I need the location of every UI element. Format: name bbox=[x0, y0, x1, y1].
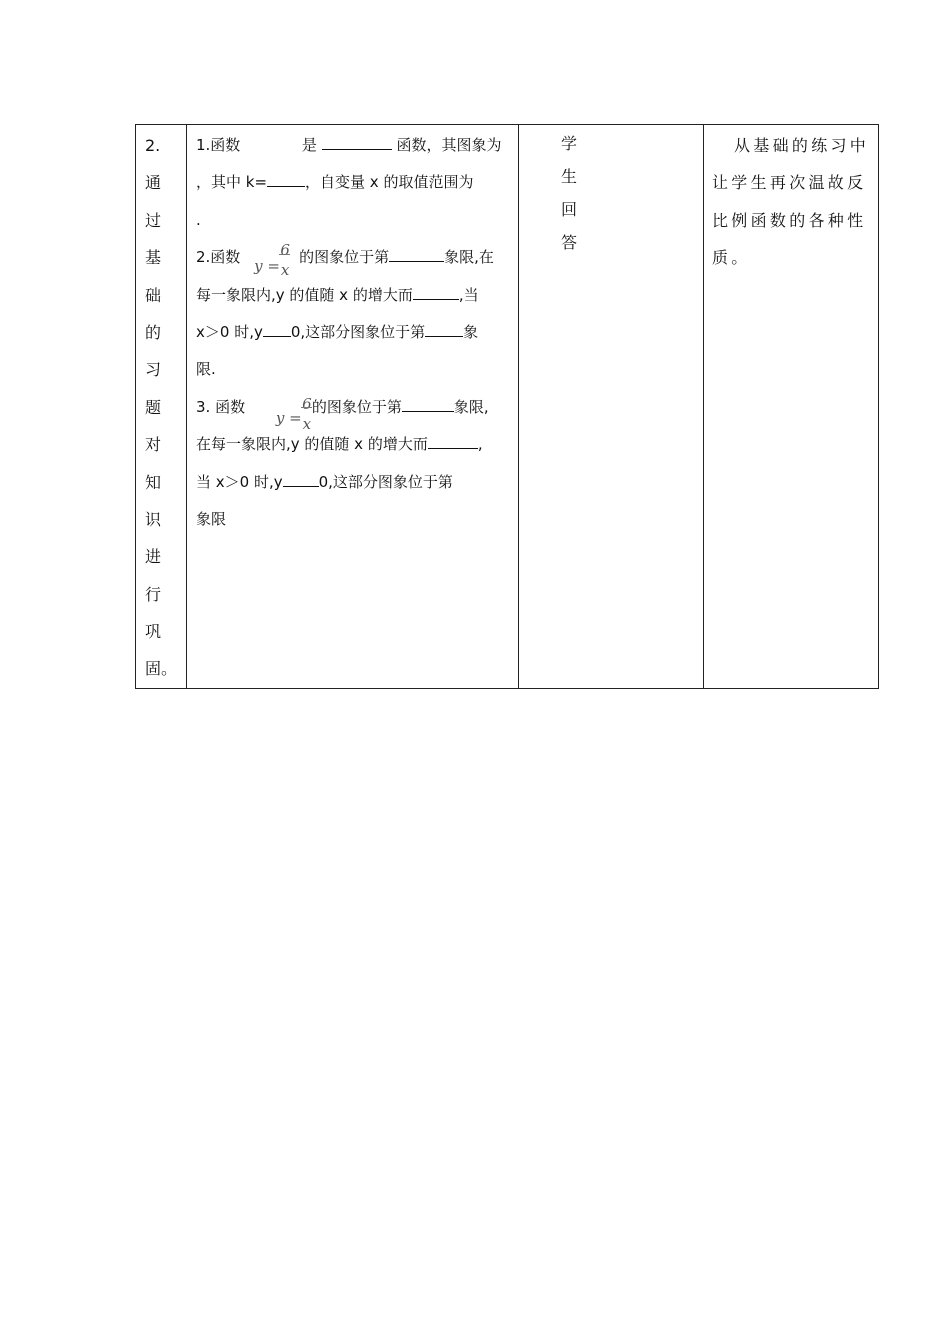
answer-blank[interactable] bbox=[413, 279, 459, 300]
stage-char: 巩 bbox=[145, 622, 162, 642]
question-3-line: 在每一象限内,y 的值随 x 的增大而 , bbox=[196, 426, 510, 463]
stage-char: 通 bbox=[145, 173, 162, 193]
question-2-line: 每一象限内,y 的值随 x 的增大而 ,当 bbox=[196, 277, 510, 314]
question-3-line: 3. 函数 y = 6 x 的图象位于第 象限, bbox=[196, 389, 510, 426]
activity-char: 学 bbox=[561, 134, 578, 153]
intent-line: 比例函数的各种性 bbox=[712, 210, 867, 230]
question-2-line: x＞0 时,y 0,这部分图象位于第 象 bbox=[196, 314, 510, 351]
stage-char: 2. bbox=[145, 136, 161, 155]
intent-text bbox=[704, 125, 878, 277]
stage-char: 进 bbox=[145, 547, 162, 567]
table-row bbox=[136, 125, 879, 689]
question-3-line: 象限 bbox=[196, 509, 227, 528]
question-2-line: 限. bbox=[196, 360, 216, 379]
answer-blank[interactable] bbox=[389, 241, 444, 262]
stage-char: 础 bbox=[145, 285, 162, 305]
question-1-line: ，其中 k= ，自变量 x 的取值范围为 bbox=[196, 164, 510, 201]
intent-line: 质。 bbox=[712, 248, 751, 268]
stage-char: 的 bbox=[145, 322, 162, 342]
questions-cell bbox=[187, 125, 519, 689]
intent-cell bbox=[704, 125, 879, 689]
activity-char: 生 bbox=[561, 167, 578, 186]
formula-y-6-over-x: y = 6 x bbox=[275, 394, 312, 433]
answer-blank[interactable] bbox=[263, 316, 291, 337]
stage-cell bbox=[136, 125, 187, 689]
answer-blank[interactable] bbox=[425, 316, 463, 337]
stage-char: 对 bbox=[145, 435, 162, 455]
question-1-line: 1.函数 是 函数，其图象为 bbox=[196, 127, 510, 164]
answer-blank[interactable] bbox=[402, 391, 454, 412]
activity-cell bbox=[519, 125, 704, 689]
question-3-line: 当 x＞0 时,y 0,这部分图象位于第 bbox=[196, 464, 510, 501]
stage-char: 题 bbox=[145, 397, 162, 417]
questions-text bbox=[187, 125, 518, 538]
stage-char: 基 bbox=[145, 248, 162, 268]
intent-line: 让学生再次温故反 bbox=[712, 173, 867, 193]
intent-line: 从基础的练习中 bbox=[734, 136, 870, 155]
stage-char: 固。 bbox=[145, 659, 178, 679]
activity-char: 回 bbox=[561, 200, 578, 219]
stage-char: 识 bbox=[145, 509, 162, 529]
stage-char: 知 bbox=[145, 472, 162, 492]
lesson-table bbox=[135, 124, 879, 689]
activity-vertical-text bbox=[519, 125, 703, 259]
stage-char: 习 bbox=[145, 360, 162, 380]
stage-char: 过 bbox=[145, 210, 162, 230]
answer-blank[interactable] bbox=[283, 466, 319, 487]
answer-blank[interactable] bbox=[267, 166, 305, 187]
question-2-line: 2.函数 y = 6 x 的图象位于第 象限,在 bbox=[196, 241, 494, 280]
answer-blank[interactable] bbox=[428, 428, 478, 449]
question-1-line: . bbox=[196, 210, 201, 229]
answer-blank[interactable] bbox=[322, 129, 392, 150]
activity-char: 答 bbox=[561, 233, 578, 252]
stage-vertical-text bbox=[136, 125, 186, 688]
formula-y-6-over-x: y = 6 x bbox=[254, 241, 290, 280]
stage-char: 行 bbox=[145, 584, 162, 604]
